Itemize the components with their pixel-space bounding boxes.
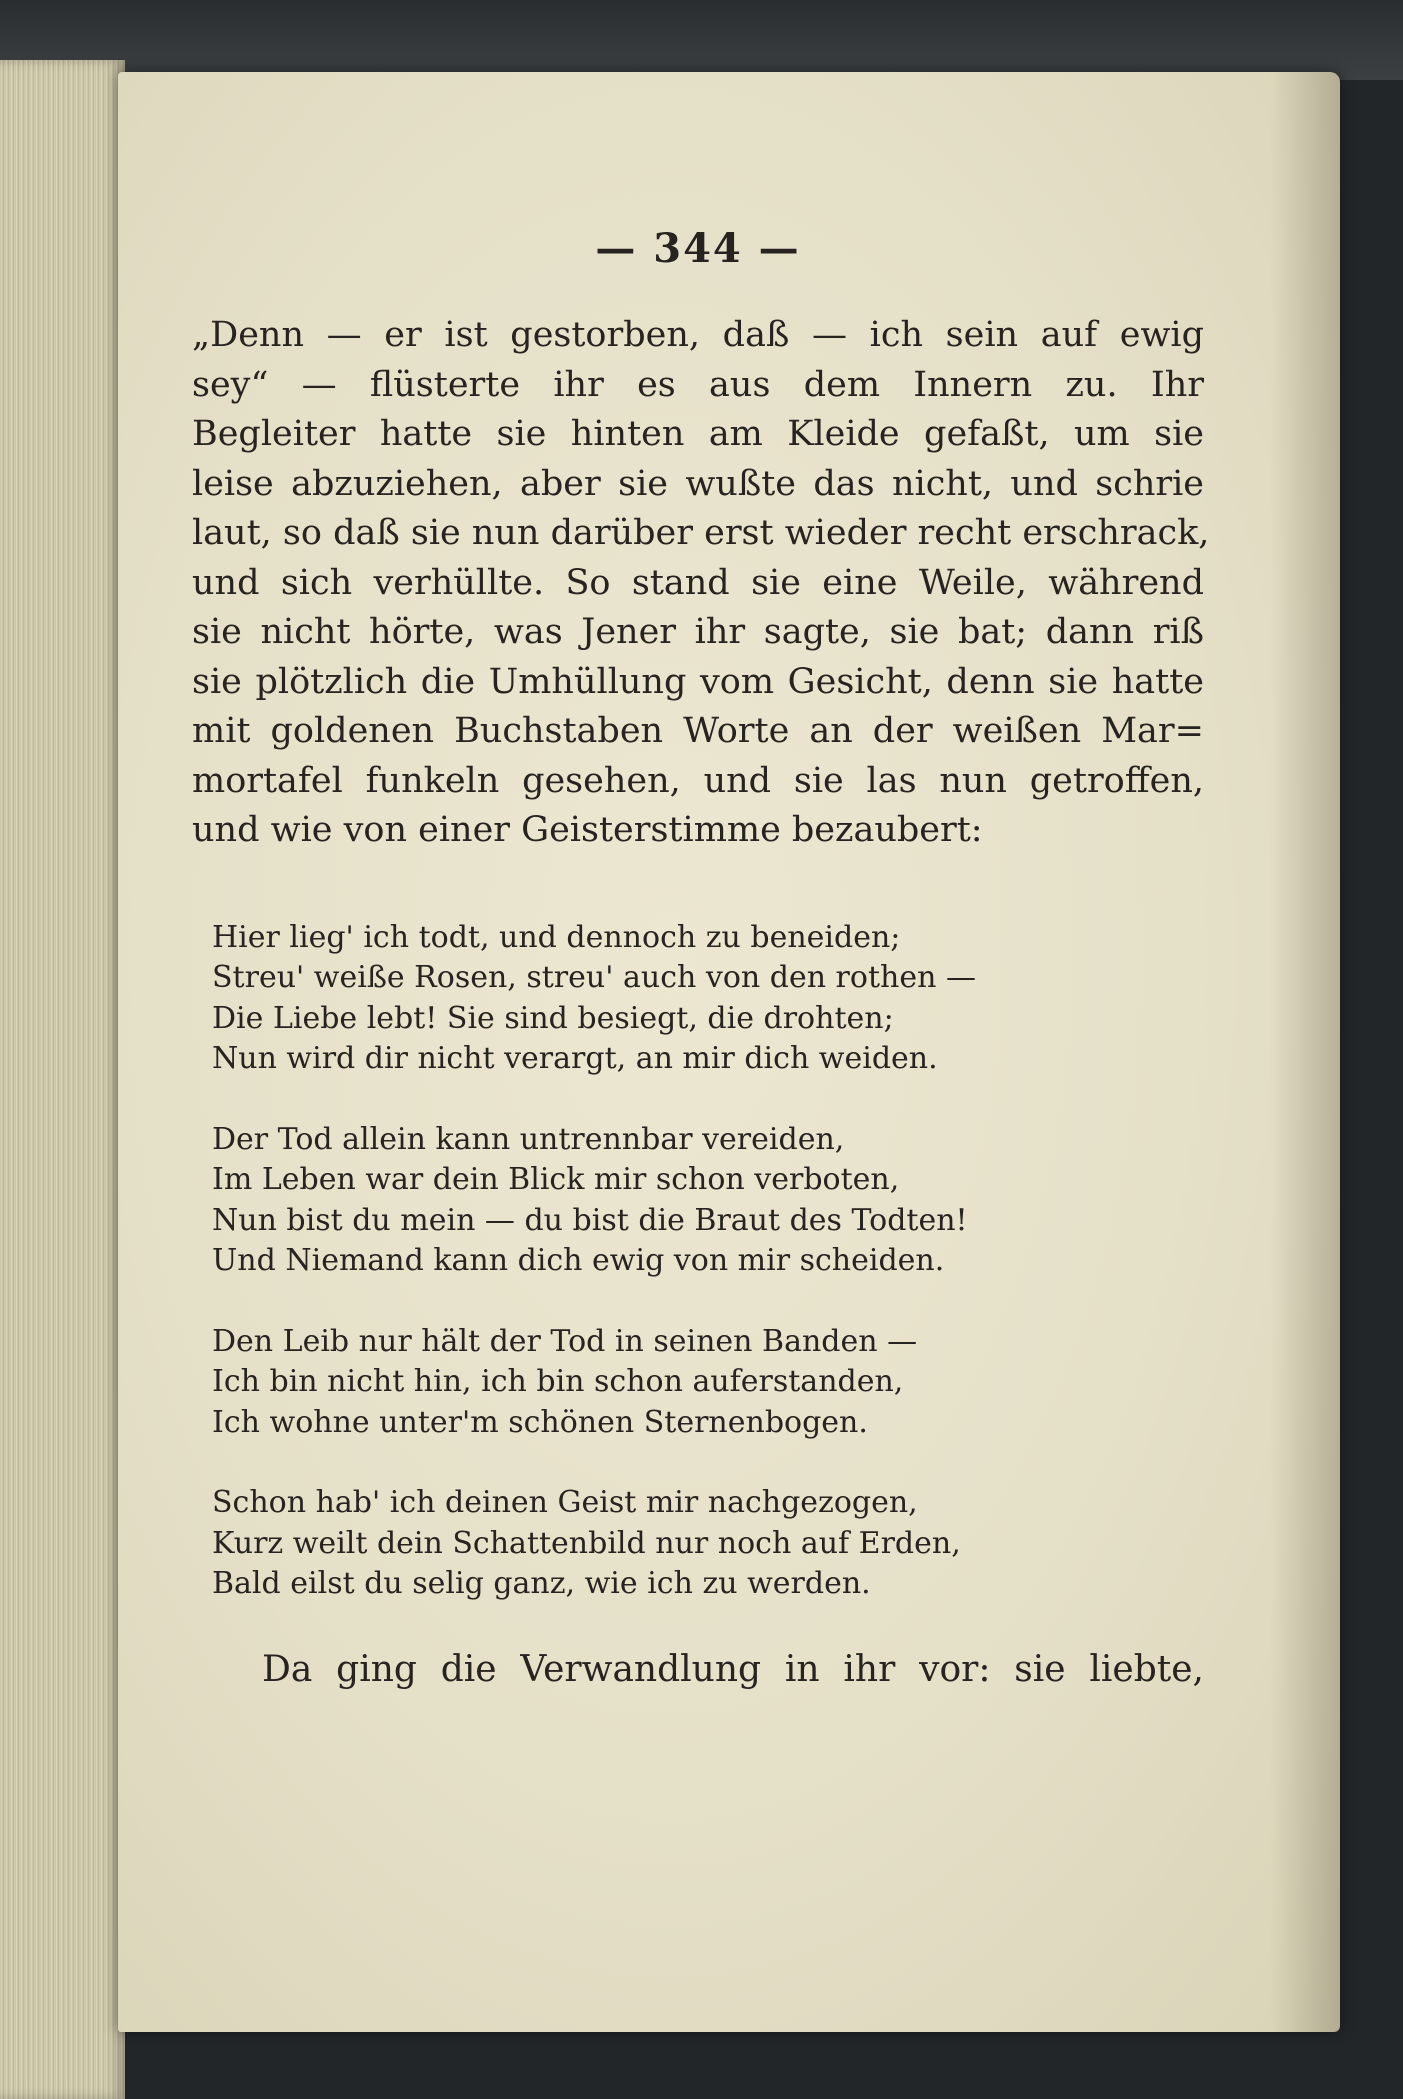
prose-paragraph <box>192 311 1210 856</box>
prose-line: leise abzuziehen, aber sie wußte das nicht, und schrie <box>192 463 1204 504</box>
verse-line: Im Leben war dein Blick mir schon verboten, <box>212 1162 900 1197</box>
prose-line: mit goldenen Buchstaben Worte an der weißen Mar= <box>192 711 1204 751</box>
verse-line: Bald eilst du selig ganz, wie ich zu werden. <box>212 1566 871 1601</box>
verse-line: Der Tod allein kann untrennbar vereiden, <box>212 1121 845 1157</box>
verse-line: Nun bist du mein — du bist die Braut des Todten! <box>212 1202 968 1238</box>
verse-line: Schon hab' ich deinen Geist mir nachgezogen, <box>212 1485 918 1520</box>
poem-stanza <box>212 1322 1204 1444</box>
prose-line: sey“ — flüsterte ihr es aus dem Innern zu. Ihr <box>192 364 1204 405</box>
prose-line: und sich verhüllte. So stand sie eine Weile, während <box>192 562 1204 603</box>
poem-stanza <box>212 1483 1204 1605</box>
verse-line: Streu' weiße Rosen, streu' auch von den rothen — <box>212 960 976 995</box>
prose-line: sie plötzlich die Umhüllung vom Gesicht, denn sie hatte <box>192 661 1204 702</box>
verse-line: Hier lieg' ich todt, und dennoch zu beneiden; <box>212 919 901 955</box>
prose-line: laut, so daß sie nun darüber erst wieder recht erschrack, <box>192 513 1210 553</box>
poem-stanza <box>212 918 1204 1080</box>
verse-line: Nun wird dir nicht verargt, an mir dich weiden. <box>212 1041 938 1076</box>
page-stack-edge <box>0 60 125 2099</box>
verse-line: Und Niemand kann dich ewig von mir scheiden. <box>212 1243 945 1278</box>
prose-line: und wie von einer Geisterstimme bezaubert: <box>192 810 983 850</box>
page-number: — 344 — <box>595 225 801 272</box>
verse-line: Den Leib nur hält der Tod in seinen Banden — <box>212 1323 918 1359</box>
poem <box>212 918 1204 1605</box>
closing-line: Da ging die Verwandlung in ihr vor: sie liebte, <box>262 1648 1204 1690</box>
verse-line: Ich bin nicht hin, ich bin schon auferstanden, <box>212 1364 904 1399</box>
prose-line: „Denn — er ist gestorben, daß — ich sein auf ewig <box>192 315 1204 355</box>
prose-line: Begleiter hatte sie hinten am Kleide gefaßt, um sie <box>192 414 1204 454</box>
verse-line: Ich wohne unter'm schönen Sternenbogen. <box>212 1404 868 1440</box>
gutter-shadow <box>1270 72 1340 2032</box>
verse-line: Kurz weilt dein Schattenbild nur noch auf Erden, <box>212 1525 961 1561</box>
page-text <box>192 225 1210 1695</box>
closing-paragraph <box>192 1645 1204 1695</box>
prose-line: sie nicht hörte, was Jener ihr sagte, sie bat; dann riß <box>192 612 1204 652</box>
poem-stanza <box>212 1120 1204 1282</box>
book-cover-edge <box>0 0 1403 80</box>
prose-line: mortafel funkeln gesehen, und sie las nun getroffen, <box>192 760 1204 801</box>
verse-line: Die Liebe lebt! Sie sind besiegt, die drohten; <box>212 1000 894 1036</box>
